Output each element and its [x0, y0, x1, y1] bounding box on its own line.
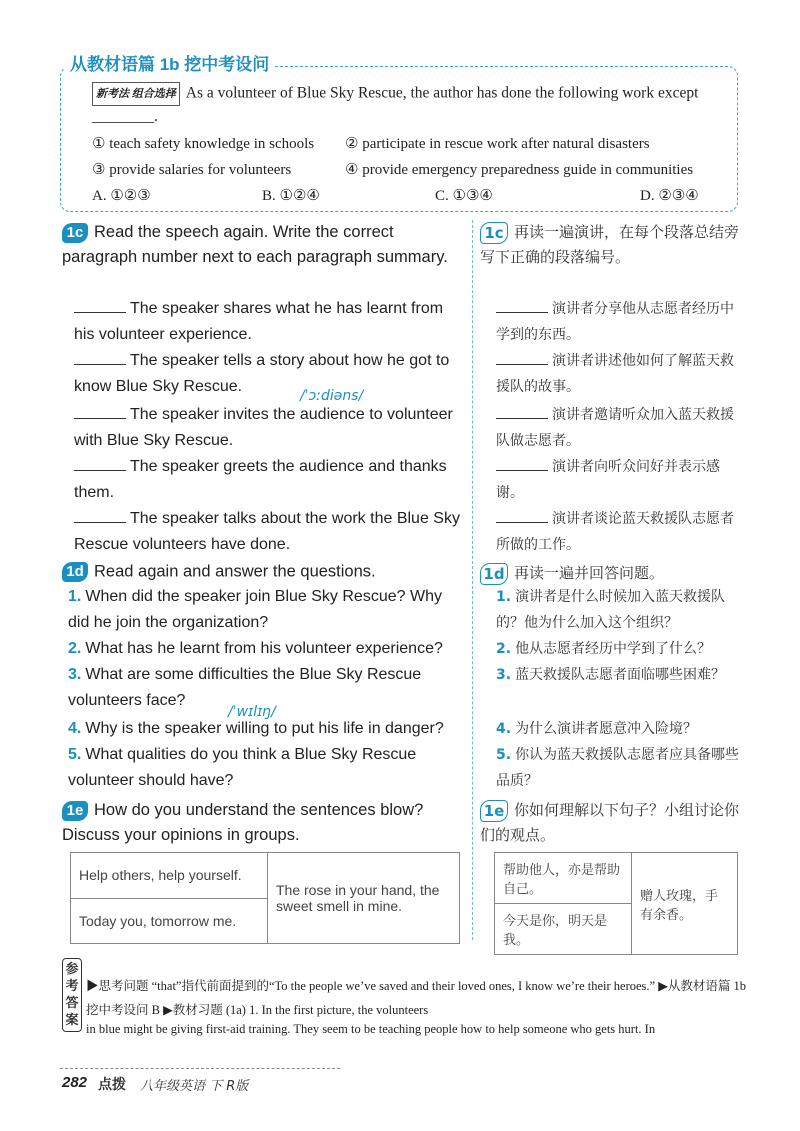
question-5: 5. What qualities do you think a Blue Sky Rescue volunteer should have?	[68, 746, 417, 789]
quote-cell: Today you, tomorrow me.	[71, 898, 268, 944]
choice-a: A. ①②③	[92, 188, 151, 204]
column-divider	[472, 220, 473, 940]
option-4: ④ provide emergency preparedness guide in communities	[345, 162, 694, 178]
answer-line-1: ▶思考问题 “that”指代前面提到的“To the people we’ve saved and their loved ones, I know we’re their heroes.” ▶从教材语篇 1b 挖中考设问 B ▶教材习题 (1a) 1. In the first picture, the volunteers	[86, 979, 746, 1017]
brand: 点拨	[98, 1077, 126, 1093]
answer-blank[interactable]	[74, 312, 126, 313]
badge-1d: 1d	[62, 562, 88, 582]
summary-cn-4: 演讲者向听众问好并表示感谢。	[496, 459, 720, 501]
quote-cell: Help others, help yourself.	[71, 853, 268, 899]
summary-3: The speaker invites the audience to volunteer with Blue Sky Rescue.	[74, 406, 453, 449]
summary-cn-1: 演讲者分享他从志愿者经历中学到的东西。	[496, 301, 734, 343]
answer-blank[interactable]	[496, 418, 548, 419]
quote-cell-cn: 帮助他人，亦是帮助自己。	[495, 853, 632, 904]
quote-cell-cn: 今天是你，明天是我。	[495, 904, 632, 955]
quotes-table-cn	[494, 852, 738, 955]
answer-blank[interactable]	[74, 522, 126, 523]
question-stem: As a volunteer of Blue Sky Rescue, the author has done the following work except ________.	[92, 84, 699, 125]
section-1e-cn-title: 1e 你如何理解以下句子？小组讨论你们的观点。	[480, 801, 740, 844]
question-cn-5: 5. 你认为蓝天救援队志愿者应具备哪些品质？	[496, 747, 740, 789]
badge-1e: 1e	[62, 801, 88, 821]
question-cn-1: 1. 演讲者是什么时候加入蓝天救援队的？他为什么加入这个组织？	[496, 589, 726, 631]
question-3: 3. What are some difficulties the Blue Sky Rescue volunteers face?	[68, 666, 422, 709]
summary-1: The speaker shares what he has learnt from his volunteer experience.	[74, 300, 444, 343]
answer-blank[interactable]	[74, 470, 126, 471]
exam-question-title: 从教材语篇 1b 挖中考设问	[64, 50, 275, 75]
section-1c-title: 1c Read the speech again. Write the correct paragraph number next to each paragraph summary.	[62, 223, 448, 266]
answer-blank[interactable]	[496, 312, 548, 313]
answer-blank[interactable]	[496, 522, 548, 523]
question-1: 1. When did the speaker join Blue Sky Rescue? Why did he join the organization?	[68, 588, 442, 631]
exam-question-text	[92, 82, 732, 128]
section-1d-cn-title: 1d 再读一遍并回答问题。	[480, 562, 745, 585]
phonetic-willing: /ˈwɪlɪŋ/	[228, 704, 276, 720]
summary-4: The speaker greets the audience and thanks them.	[74, 458, 447, 501]
quote-cell-cn: 赠人玫瑰，手有余香。	[632, 853, 738, 955]
summary-cn-3: 演讲者邀请听众加入蓝天救援队做志愿者。	[496, 407, 734, 449]
question-cn-2: 2. 他从志愿者经历中学到了什么？	[496, 641, 712, 657]
answer-key-label: 参考答案	[62, 958, 82, 1032]
choice-d: D. ②③④	[640, 188, 699, 204]
summary-cn-5: 演讲者谈论蓝天救援队志愿者所做的工作。	[496, 511, 734, 553]
summary-cn-2: 演讲者讲述他如何了解蓝天救援队的故事。	[496, 353, 734, 395]
exam-tag: 新考法 组合选择	[92, 82, 180, 106]
badge-1e-cn: 1e	[480, 800, 508, 822]
section-1e-title: 1e How do you understand the sentences blow? Discuss your opinions in groups.	[62, 801, 424, 844]
choice-b: B. ①②④	[262, 188, 320, 204]
summary-5: The speaker talks about the work the Blue Sky Rescue volunteers have done.	[74, 510, 460, 553]
answer-line-2: in blue might be giving first-aid training. They seem to be teaching people how to help someone who gets hurt. In	[86, 1022, 656, 1036]
section-1d-title: 1d Read again and answer the questions.	[62, 562, 462, 582]
page-number: 282	[62, 1074, 88, 1091]
answer-blank[interactable]	[74, 418, 126, 419]
question-cn-4: 4. 为什么演讲者愿意冲入险境？	[496, 721, 698, 737]
question-4: 4. Why is the speaker willing to put his life in danger?	[68, 720, 444, 737]
answer-blank[interactable]	[496, 364, 548, 365]
question-cn-3: 3. 蓝天救援队志愿者面临哪些困难？	[496, 667, 726, 683]
quotes-table	[70, 852, 460, 944]
choice-c: C. ①③④	[435, 188, 493, 204]
badge-1c-cn: 1c	[480, 222, 508, 244]
badge-1c: 1c	[62, 223, 88, 243]
summary-2: The speaker tells a story about how he got to know Blue Sky Rescue.	[74, 352, 450, 395]
answer-blank[interactable]	[496, 470, 548, 471]
option-3: ③ provide salaries for volunteers	[92, 162, 292, 178]
quote-cell: The rose in your hand, the sweet smell in mine.	[268, 853, 460, 944]
book-title: 八年级英语 下 R版	[140, 1079, 249, 1094]
footer-rule	[60, 1068, 340, 1069]
option-2: ② participate in rescue work after natural disasters	[345, 136, 650, 152]
section-1c-cn-title: 1c 再读一遍演讲，在每个段落总结旁写下正确的段落编号。	[480, 223, 740, 266]
answer-blank[interactable]	[74, 364, 126, 365]
option-1: ① teach safety knowledge in schools	[92, 136, 315, 152]
phonetic-audience: /ˈɔːdiəns/	[300, 388, 364, 404]
badge-1d-cn: 1d	[480, 563, 508, 585]
question-2: 2. What has he learnt from his volunteer experience?	[68, 640, 443, 657]
